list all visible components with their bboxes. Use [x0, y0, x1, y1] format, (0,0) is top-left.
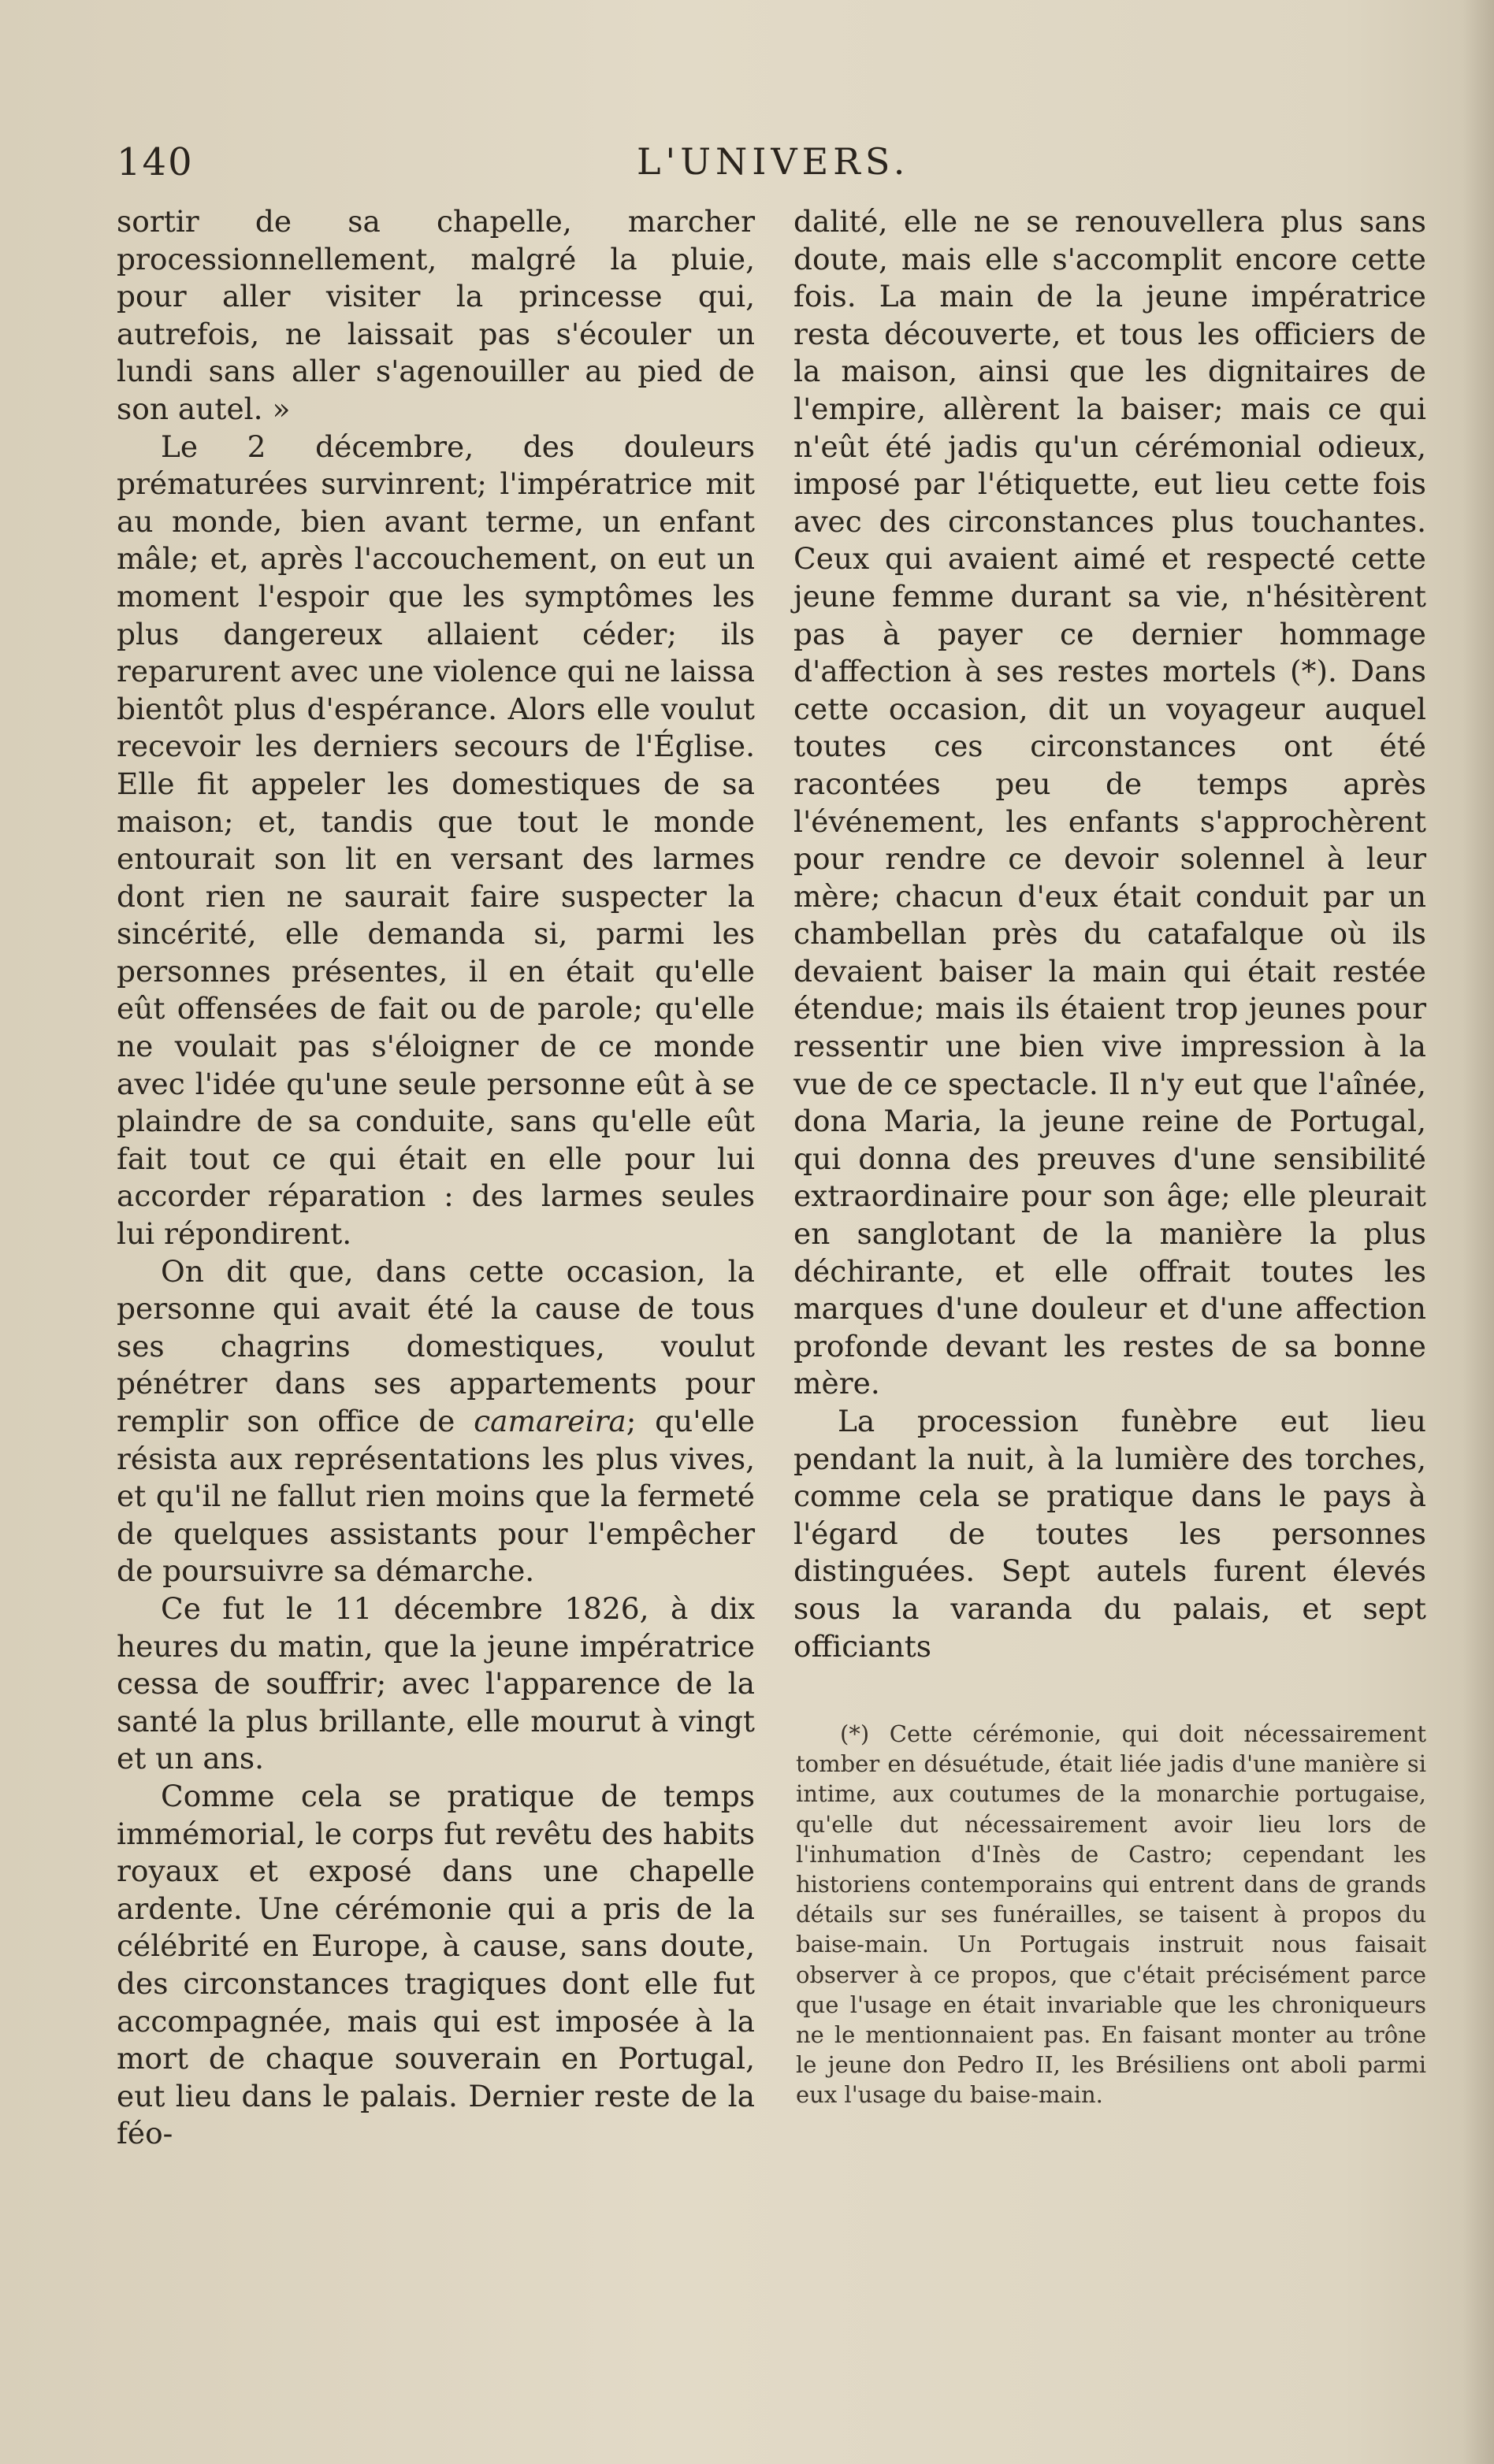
- paragraph-text: ; qu'elle résista aux représentations les plus vives, et qu'il ne fallut rien moins que la fermeté de quelques assistants pour l'empêcher de poursuivre sa démarche.: [117, 1404, 755, 1589]
- paragraph: Comme cela se pratique de temps immémorial, le corps fut revêtu des habits royaux et exposé dans une chapelle ardente. Une cérémonie qui a pris de la célébrité en Europe, à cause, sans doute, des circonstances tragiques dont elle fut accompagnée, mais qui est imposée à la mort de chaque souverain en Portugal, eut lieu dans le palais. Dernier reste de la féo-: [117, 1778, 755, 2151]
- paragraph-text: On dit que, dans cette occasion, la personne qui avait été la cause de tous ses chagrins domestiques, voulut pénétrer dans ses appartements pour remplir son office de: [117, 1253, 755, 1438]
- paragraph: dalité, elle ne se renouvellera plus sans doute, mais elle s'accomplit encore cette fois. La main de la jeune impératrice resta découverte, et tous les officiers de la maison, ainsi que les dignitaires de l'empire, allèrent la baiser; mais ce qui n'eût été jadis qu'un cérémonial odieux, imposé par l'étiquette, eut lieu cette fois avec des circonstances plus touchantes. Ceux qui avaient aimé et respecté cette jeune femme durant sa vie, n'hésitèrent pas à payer ce dernier hommage d'affection à ses restes mortels (*). Dans cette occasion, dit un voyageur auquel toutes ces circonstances ont été racontées peu de temps après l'événement, les enfants s'approchèrent pour rendre ce devoir solennel à leur mère; chacun d'eux était conduit par un chambellan près du catafalque où ils devaient baiser la main qui était restée étendue; mais ils étaient trop jeunes pour ressentir une bien vive impression à la vue de ce spectacle. Il n'y eut que l'aînée, dona Maria, la jeune reine de Portugal, qui donna des preuves d'une sensibilité extraordinaire pour son âge; elle pleurait en sanglotant de la manière la plus déchirante, et elle offrait toutes les marques d'une douleur et d'une affection profonde devant les restes de sa bonne mère.: [793, 204, 1426, 1401]
- left-column: [117, 203, 755, 2153]
- paragraph: Ce fut le 11 décembre 1826, à dix heures du matin, que la jeune impératrice cessa de souffrir; avec l'apparence de la santé la plus brillante, elle mourut à vingt et un ans.: [117, 1590, 755, 1776]
- paragraph: [117, 1253, 755, 1590]
- page-header: [117, 140, 1425, 187]
- page-gutter-shadow: [1462, 0, 1494, 2464]
- right-column: [793, 203, 1426, 1665]
- footnote: (*) Cette cérémonie, qui doit nécessairement tomber en désuétude, était liée jadis d'une manière si intime, aux coutumes de la monarchie portugaise, qu'elle dut nécessairement avoir lieu lors de l'inhumation d'Inès de Castro; cependant les historiens contemporains qui entrent dans de grands détails sur ses funérailles, se taisent à propos du baise-main. Un Portugais instruit nous faisait observer à ce propos, que c'était précisément parce que l'usage en était invariable que les chroniqueurs ne le mentionnaient pas. En faisant monter au trône le jeune don Pedro II, les Brésiliens ont aboli parmi eux l'usage du baise-main.: [796, 1720, 1426, 2109]
- paragraph: sortir de sa chapelle, marcher processionnellement, malgré la pluie, pour aller visiter la princesse qui, autrefois, ne laissait pas s'écouler un lundi sans aller s'agenouiller au pied de son autel. »: [117, 204, 755, 426]
- page-number: 140: [117, 140, 194, 184]
- running-title: L'UNIVERS.: [637, 140, 910, 183]
- italic-term: camareira: [474, 1404, 626, 1438]
- paragraph: Le 2 décembre, des douleurs prématurées survinrent; l'impératrice mit au monde, bien avant terme, un enfant mâle; et, après l'accouchement, on eut un moment l'espoir que les symptômes les plus dangereux allaient céder; ils reparurent avec une violence qui ne laissa bientôt plus d'espérance. Alors elle voulut recevoir les derniers secours de l'Église. Elle fit appeler les domestiques de sa maison; et, tandis que tout le monde entourait son lit en versant des larmes dont rien ne saurait faire suspecter la sincérité, elle demanda si, parmi les personnes présentes, il en était qu'elle eût offensées de fait ou de parole; qu'elle ne voulait pas s'éloigner de ce monde avec l'idée qu'une seule personne eût à se plaindre de sa conduite, sans qu'elle eût fait tout ce qui était en elle pour lui accorder réparation : des larmes seules lui répondirent.: [117, 429, 755, 1252]
- paragraph: La procession funèbre eut lieu pendant la nuit, à la lumière des torches, comme cela se pratique dans le pays à l'égard de toutes les personnes distinguées. Sept autels furent élevés sous la varanda du palais, et sept officiants: [793, 1404, 1426, 1664]
